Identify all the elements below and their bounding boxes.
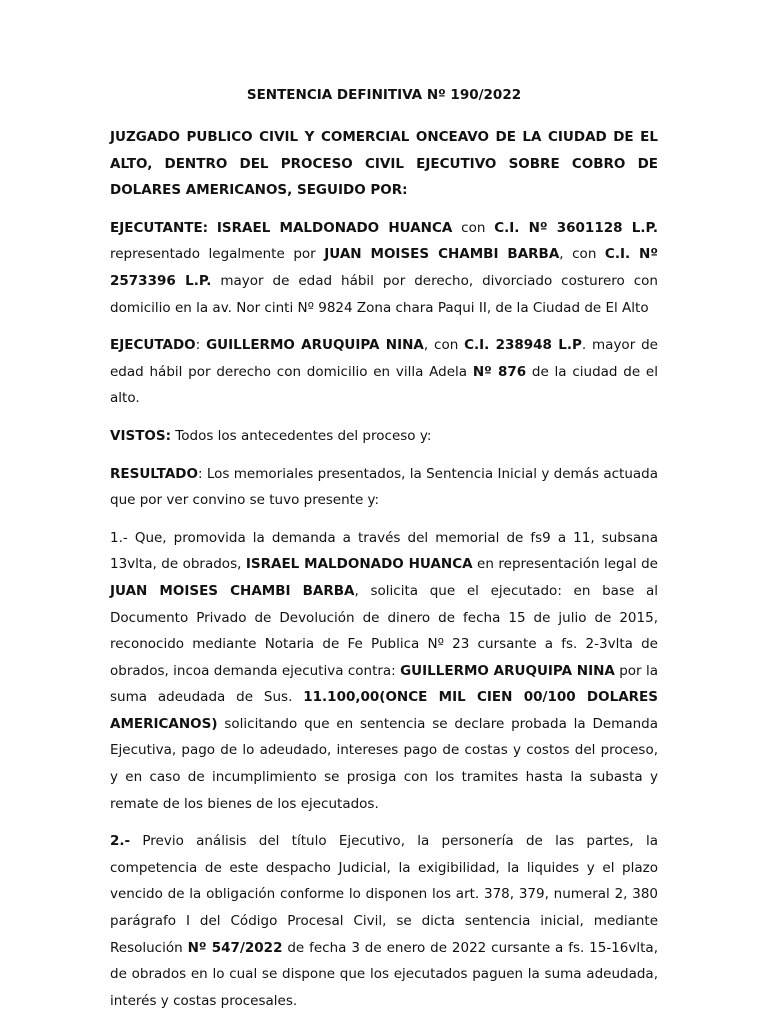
text: 1.- Que, promovida la demanda a través del memorial de fs9 a 11, subsana 13vlta, de obrados, bbox=[110, 529, 658, 573]
text: con bbox=[452, 219, 495, 236]
ejecutante-ci: C.I. Nº 3601128 L.P. bbox=[494, 219, 659, 236]
vistos-paragraph bbox=[110, 423, 658, 450]
text: solicitando que en sentencia se declare probada la Demanda Ejecutiva, pago de lo adeudado, intereses pago de costas y costos del proceso, y en caso de incumplimiento se prosiga con los tramites hasta la subasta y remate de los bienes de los ejecutados. bbox=[110, 715, 658, 812]
vistos-label: VISTOS: bbox=[110, 427, 172, 444]
text: : Los memoriales presentados, la Sentencia Inicial y demás actuada que por ver convino se tuvo presente y: bbox=[110, 465, 658, 509]
ejecutante-name: ISRAEL MALDONADO HUANCA bbox=[216, 219, 453, 236]
text: , solicita que el ejecutado: en base al Documento Privado de Devolución de dinero de fecha 15 de julio de 2015, reconocido mediante Notaria de Fe Publica Nº 23 cursante a fs. 2-3vlta de obrados, incoa demanda ejecutiva contra: bbox=[110, 582, 659, 679]
ejecutado-name: GUILLERMO ARUQUIPA NINA bbox=[206, 337, 424, 354]
ejecutante-label: EJECUTANTE: bbox=[110, 219, 209, 236]
ejecutado-ci: C.I. 238948 L.P bbox=[464, 337, 582, 354]
paragraph-2 bbox=[110, 828, 658, 1014]
ejecutante-paragraph bbox=[110, 215, 658, 321]
text: , con bbox=[559, 246, 605, 263]
text: en representación legal de bbox=[472, 556, 658, 573]
ejecutado-paragraph bbox=[110, 332, 658, 412]
text: representado legalmente por bbox=[110, 246, 325, 263]
representante-ci: C.I. Nº 2573396 L.P. bbox=[110, 246, 658, 289]
text: mayor de edad hábil por derecho, divorciado costurero con domicilio en la av. Nor cinti Nº 9824 Zona chara Paqui II, de la Ciudad de El Alto bbox=[110, 272, 658, 316]
address-number: Nº 876 bbox=[472, 363, 527, 380]
bold-name: JUAN MOISES CHAMBI BARBA bbox=[110, 582, 355, 599]
ejecutado-label: EJECUTADO bbox=[110, 337, 196, 354]
text: de la ciudad de el alto. bbox=[110, 363, 658, 407]
text: por la suma adeudada de Sus. bbox=[110, 662, 658, 706]
text: : bbox=[195, 337, 207, 354]
text: Previo análisis del título Ejecutivo, la personería de las partes, la competencia de este despacho Judicial, la exigibilidad, la liquides y el plazo vencido de la obligación conforme lo disponen los art. 378, 379, numeral 2, 380 parágrafo I del Código Procesal Civil, se dicta sentencia inicial, mediante Resolución bbox=[110, 833, 658, 956]
paragraph-number: 2.- bbox=[110, 833, 131, 850]
text: Todos los antecedentes del proceso y: bbox=[171, 427, 432, 444]
text: , con bbox=[423, 337, 465, 354]
text: . mayor de edad hábil por derecho con domicilio en villa Adela bbox=[110, 337, 658, 380]
resultado-paragraph bbox=[110, 461, 658, 514]
text: de fecha 3 de enero de 2022 cursante a fs. 15-16vlta, de obrados en lo cual se dispone que los ejecutados paguen la suma adeudada, interés y costas procesales. bbox=[110, 939, 658, 1009]
bold-amount: 11.100,00(ONCE MIL CIEN 00/100 DOLARES AMERICANOS) bbox=[110, 689, 658, 732]
bold-name: ISRAEL MALDONADO HUANCA bbox=[245, 556, 473, 573]
paragraph-1 bbox=[110, 525, 658, 818]
resultado-label: RESULTADO bbox=[110, 465, 198, 482]
bold-name: GUILLERMO ARUQUIPA NINA bbox=[400, 662, 615, 679]
representante-name: JUAN MOISES CHAMBI BARBA bbox=[324, 246, 560, 263]
document-title: SENTENCIA DEFINITIVA Nº 190/2022 bbox=[246, 87, 522, 103]
court-intro: JUZGADO PUBLICO CIVIL Y COMERCIAL ONCEAVO DE LA CIUDAD DE EL ALTO, DENTRO DEL PROCESO CIVIL EJECUTIVO SOBRE COBRO DE DOLARES AMERICANOS, SEGUIDO POR: bbox=[110, 129, 658, 199]
resolution-number: Nº 547/2022 bbox=[187, 939, 283, 956]
